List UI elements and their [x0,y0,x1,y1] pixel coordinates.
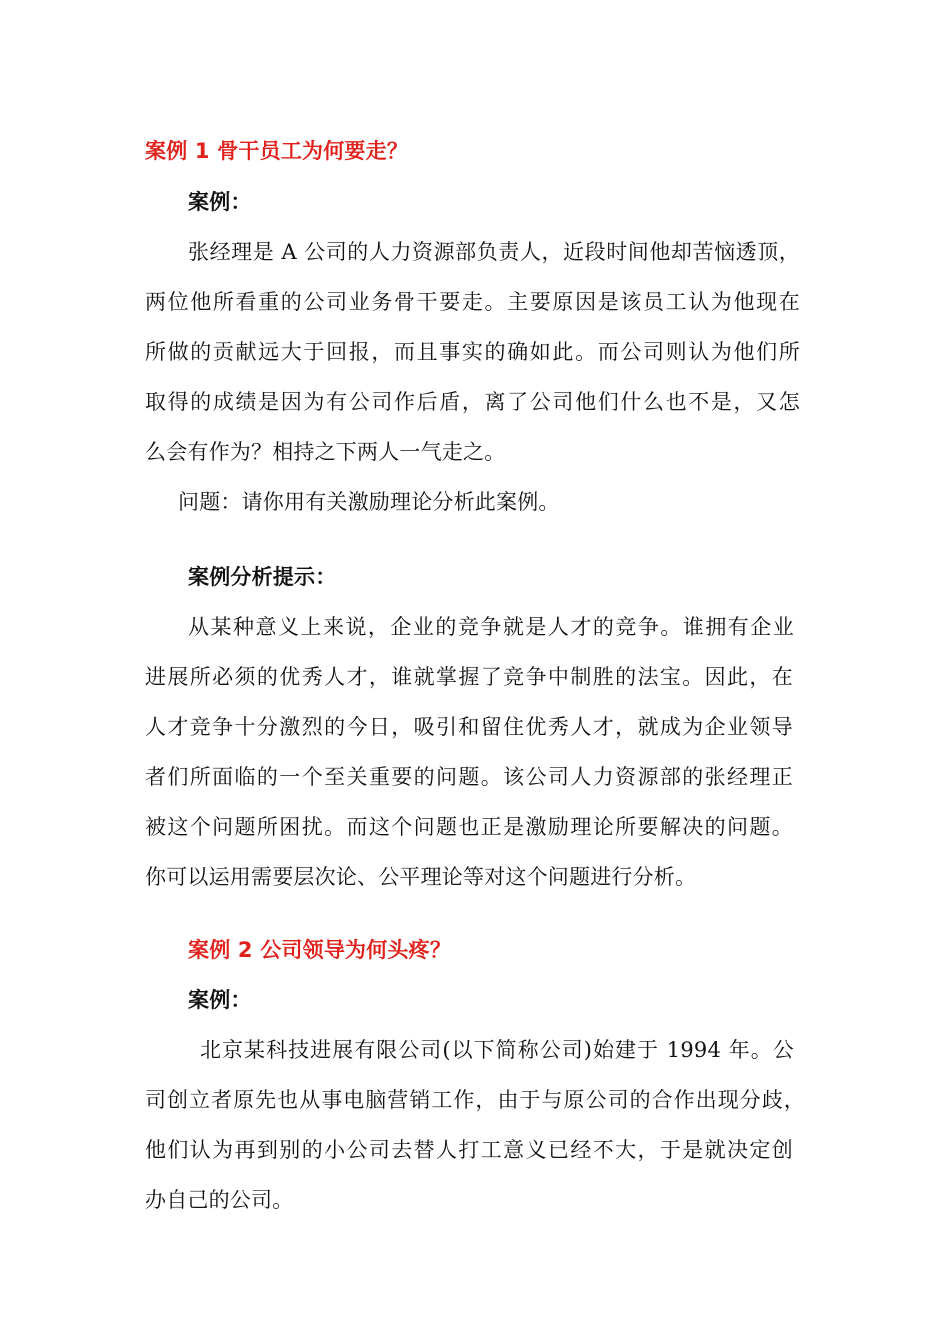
case1-paragraph-line-5: 么会有作为？相持之下两人一气走之。 [145,440,506,464]
case1-analysis-line-3: 人才竞争十分激烈的今日，吸引和留住优秀人才，就成为企业领导 [145,715,793,739]
case1-analysis-line-5: 被这个问题所困扰。而这个问题也正是激励理论所要解决的问题。 [145,815,793,839]
case1-title: 案例 1 骨干员工为何要走？ [145,139,409,163]
case2-paragraph-line-4: 办自己的公司。 [145,1188,294,1212]
case1-paragraph-line-1: 张经理是 A 公司的人力资源部负责人，近段时间他却苦恼透顶， [188,240,800,264]
case1-question: 问题：请你用有关激励理论分析此案例。 [178,490,560,514]
case1-analysis-line-1: 从某种意义上来说，企业的竞争就是人才的竞争。谁拥有企业 [188,615,794,639]
case2-case-label: 案例： [188,988,252,1012]
case1-analysis-label: 案例分析提示： [188,565,337,589]
case2-title: 案例 2 公司领导为何头疼？ [188,938,452,962]
case2-paragraph-line-1: 北京某科技进展有限公司(以下简称公司)始建于 1994 年。公 [200,1038,794,1062]
case2-paragraph-line-2: 司创立者原先也从事电脑营销工作，由于与原公司的合作出现分歧， [145,1088,805,1112]
case1-case-label: 案例： [188,190,252,214]
case1-analysis-line-6: 你可以运用需要层次论、公平理论等对这个问题进行分析。 [145,865,697,889]
case2-paragraph-line-3: 他们认为再到别的小公司去替人打工意义已经不大，于是就决定创 [145,1138,793,1162]
case1-paragraph-line-4: 取得的成绩是因为有公司作后盾，离了公司他们什么也不是，又怎 [145,390,800,414]
case1-paragraph-line-3: 所做的贡献远大于回报，而且事实的确如此。而公司则认为他们所 [145,340,800,364]
case1-analysis-line-2: 进展所必须的优秀人才，谁就掌握了竞争中制胜的法宝。因此，在 [145,665,793,689]
case1-paragraph-line-2: 两位他所看重的公司业务骨干要走。主要原因是该员工认为他现在 [145,290,800,314]
case1-analysis-line-4: 者们所面临的一个至关重要的问题。该公司人力资源部的张经理正 [145,765,793,789]
